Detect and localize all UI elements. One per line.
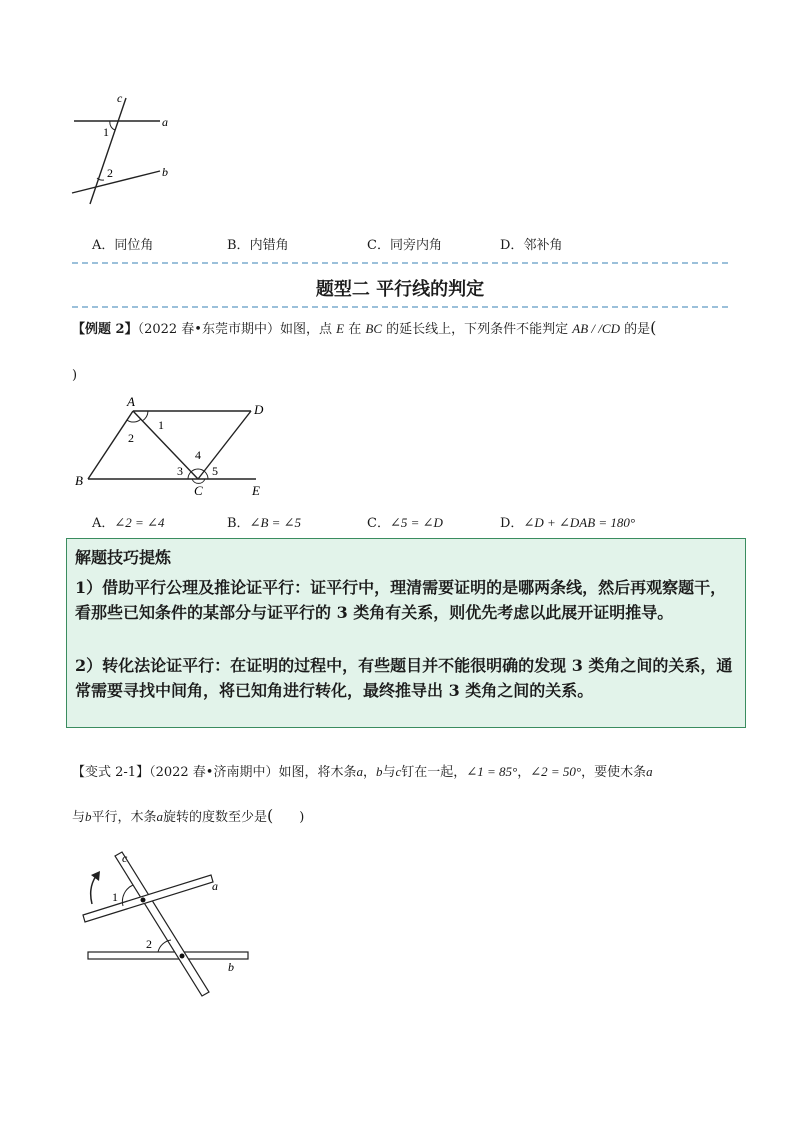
rotation-arrow-icon bbox=[91, 876, 96, 904]
option-b: B．内错角 bbox=[227, 238, 289, 253]
example2-option-c: C．∠5 = ∠D bbox=[367, 515, 443, 531]
label-b: b bbox=[228, 960, 234, 974]
variant-tag: 【变式 2-1】 bbox=[72, 765, 150, 780]
label-a: a bbox=[162, 115, 168, 129]
figure-transversal-angles bbox=[60, 88, 190, 213]
divider-top bbox=[72, 262, 728, 264]
label-A: A bbox=[127, 394, 135, 409]
strip-c bbox=[115, 852, 209, 996]
variant-question-line1: 【变式 2-1】（2022 春•济南期中）如图，将木条a，b与c钉在一起，∠1 = 85°，∠2 = 50°，要使木条a bbox=[72, 764, 653, 780]
label-1: 1 bbox=[158, 418, 164, 432]
option-a: A．同位角 bbox=[92, 238, 154, 253]
segment-CD bbox=[198, 411, 251, 479]
line-b bbox=[72, 171, 160, 193]
example2-paren-close: ) bbox=[72, 368, 78, 383]
tips-paragraph-2: 2）转化法论证平行：在证明的过程中，有些题目并不能很明确的发现 3 类角之间的关系，通常需要寻找中间角，将已知角进行转化，最终推导出 3 类角之间的关系。 bbox=[75, 656, 733, 700]
example2-tag: 【例题 2】 bbox=[72, 322, 138, 337]
section-title: 题型二 平行线的判定 bbox=[315, 279, 485, 300]
rotation-arrowhead-icon bbox=[91, 871, 100, 881]
angle-arc-A bbox=[142, 411, 148, 421]
label-E: E bbox=[252, 483, 260, 498]
label-angle-1: 1 bbox=[112, 890, 118, 904]
option-d: D．邻补角 bbox=[500, 238, 563, 253]
segment-AB bbox=[88, 411, 133, 479]
label-2: 2 bbox=[128, 431, 134, 445]
example2-option-b: B．∠B = ∠5 bbox=[227, 515, 302, 531]
label-4: 4 bbox=[195, 448, 201, 462]
tips-box bbox=[66, 538, 746, 728]
example2-option-a: A．∠2 = ∠4 bbox=[92, 515, 165, 531]
label-a: a bbox=[212, 879, 218, 893]
example2-option-d: D．∠D + ∠DAB = 180° bbox=[500, 515, 636, 531]
figure-parallelogram bbox=[68, 393, 278, 501]
divider-bottom bbox=[72, 306, 728, 308]
label-angle-1: 1 bbox=[103, 125, 109, 139]
label-D: D bbox=[254, 402, 264, 417]
option-c: C．同旁内角 bbox=[367, 238, 442, 253]
line-c bbox=[90, 98, 126, 204]
angle-arc-A2 bbox=[127, 419, 141, 422]
variant-question-line2: 与b平行，木条a旋转的度数至少是( ) bbox=[72, 806, 305, 825]
label-B: B bbox=[75, 473, 83, 488]
label-5: 5 bbox=[212, 464, 218, 478]
angle-1-arc bbox=[110, 121, 115, 130]
figure-wooden-strips bbox=[78, 848, 278, 998]
nail-bottom bbox=[180, 954, 185, 959]
label-3: 3 bbox=[177, 464, 183, 478]
strip-b bbox=[88, 952, 248, 959]
nail-top bbox=[141, 898, 146, 903]
label-c: c bbox=[117, 91, 123, 105]
label-c: c bbox=[122, 851, 128, 865]
label-C: C bbox=[194, 483, 203, 498]
example2-question: 【例题 2】（2022 春•东莞市期中）如图，点 E 在 BC 的延长线上，下列条件不能判定 AB / /CD 的是( bbox=[72, 318, 657, 337]
strip-a bbox=[83, 875, 213, 922]
tips-paragraph-1: 1）借助平行公理及推论证平行：证平行中，理清需要证明的是哪两条线，然后再观察题干，看那些已知条件的某部分与证平行的 3 类角有关系，则优先考虑以此展开证明推导。 bbox=[75, 578, 727, 622]
label-b: b bbox=[162, 165, 168, 179]
label-angle-2: 2 bbox=[107, 166, 113, 180]
tips-heading: 解题技巧提炼 bbox=[75, 548, 172, 567]
label-angle-2: 2 bbox=[146, 937, 152, 951]
segment-AC bbox=[133, 411, 198, 479]
